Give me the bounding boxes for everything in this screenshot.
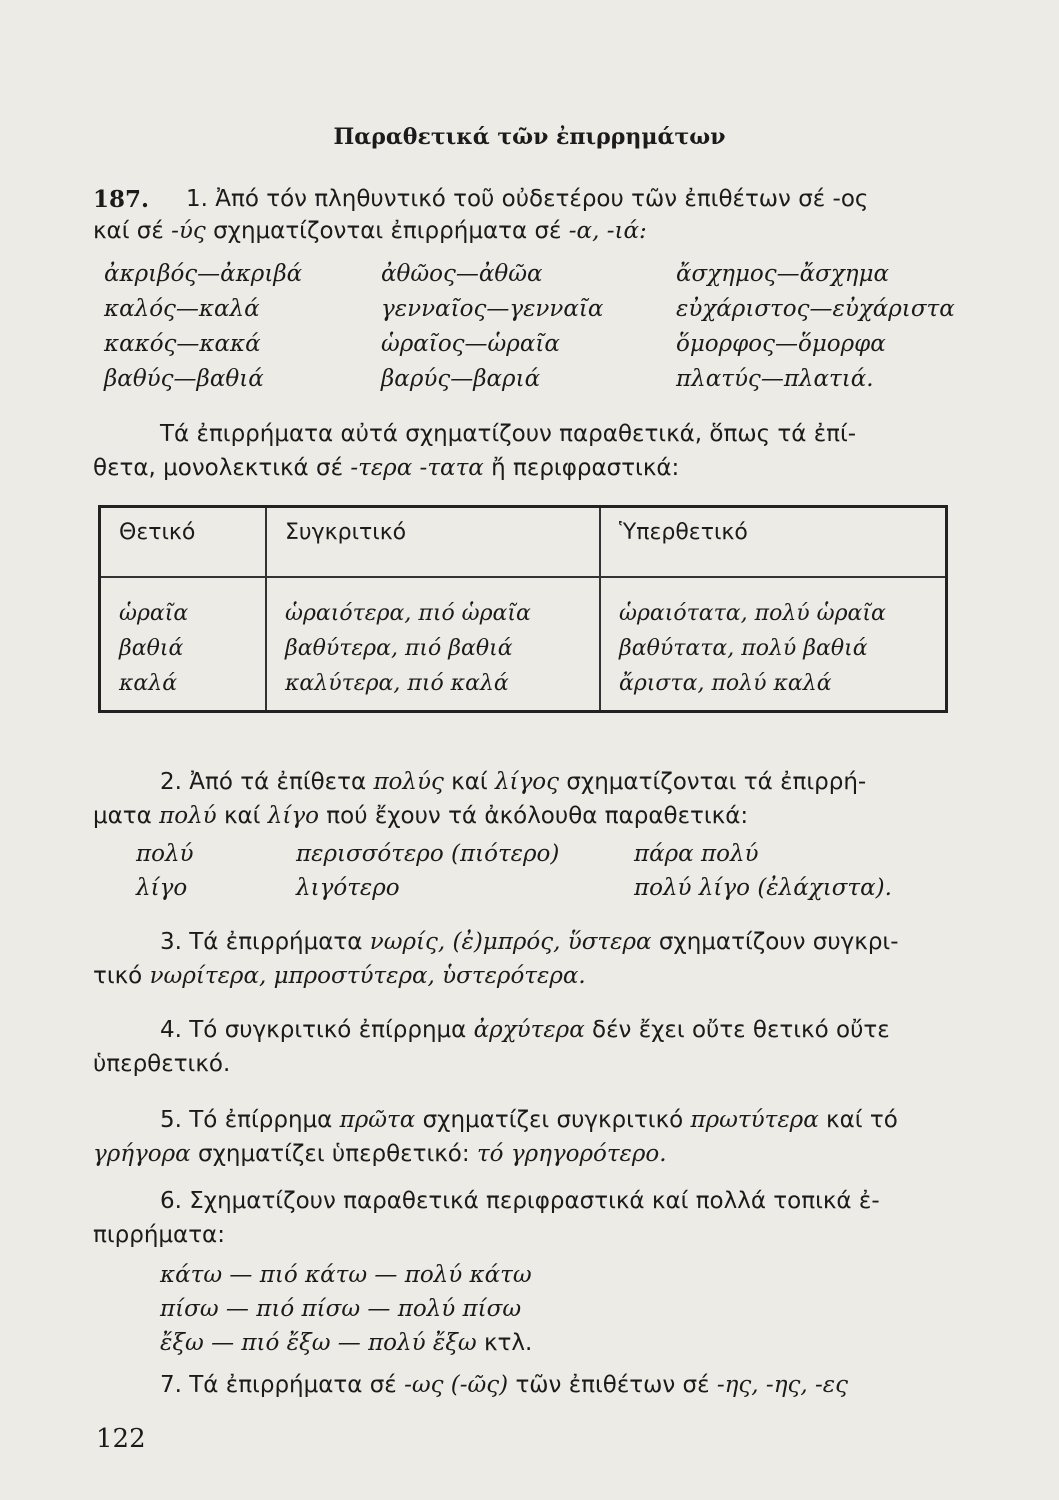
p2-row-cell: περισσότερο (πιότερο) xyxy=(296,841,560,867)
p1b-line2 xyxy=(93,455,679,481)
superlative-item: βαθύτατα, πολύ βαθιά xyxy=(619,636,868,661)
positive-item: καλά xyxy=(119,671,178,696)
p6-example-2: πίσω — πιό πίσω — πολύ πίσω xyxy=(160,1296,522,1322)
p3-text-d: τικό xyxy=(93,963,150,989)
p1b-text-c: ἤ περιφραστικά: xyxy=(483,455,680,481)
grid-cell: βαθύς—βαθιά xyxy=(104,366,264,392)
p5-line2 xyxy=(93,1141,667,1167)
p3-line1 xyxy=(160,929,899,955)
cell-positive xyxy=(100,577,267,712)
p5-text-e: καί τό xyxy=(818,1107,898,1133)
p2-row-cell: λίγο xyxy=(136,875,188,901)
grid-cell: κακός—κακά xyxy=(104,331,261,357)
cell-superlative xyxy=(600,577,947,712)
p2-text-f: ματα xyxy=(93,803,160,829)
positive-item: βαθιά xyxy=(119,636,184,661)
p2-word-poly: πολύ xyxy=(159,803,217,829)
p4-word: ἀρχύτερα xyxy=(473,1017,585,1043)
cell-comparative xyxy=(266,577,600,712)
p6-line2: πιρρήματα: xyxy=(93,1222,225,1248)
superlative-item: ὡραιότατα, πολύ ὡραῖα xyxy=(619,601,886,626)
p5-word-prota: πρῶτα xyxy=(339,1107,416,1133)
p3-line2 xyxy=(93,963,586,989)
p2-row-cell: πολύ xyxy=(136,841,194,867)
p6-example-3-text: ἔξω — πιό ἔξω — πολύ ἔξω xyxy=(160,1330,477,1356)
p7-line1 xyxy=(160,1372,848,1398)
p7-text-a: 7. Τά ἐπιρρήματα σέ xyxy=(160,1372,405,1398)
positive-item: ὡραῖα xyxy=(119,601,189,626)
p5-text-b: σχηματίζει ὑπερθετικό: xyxy=(190,1141,477,1167)
header-positive: Θετικό xyxy=(100,507,267,578)
p1-line2-text-c: σχηματίζονται ἐπιρρήματα σέ xyxy=(205,218,569,244)
p2-row-cell: πάρα πολύ xyxy=(634,841,759,867)
comparative-item: βαθύτερα, πιό βαθιά xyxy=(285,636,513,661)
p1b-line1: Τά ἐπιρρήματα αὐτά σχηματίζουν παραθετικά, ὅπως τά ἐπί- xyxy=(160,421,857,447)
p2-text-a: 2. Ἀπό τά ἐπίθετα xyxy=(160,769,374,795)
header-superlative: Ὑπερθετικό xyxy=(600,507,947,578)
p1-line2-ending-ys: -ύς xyxy=(171,218,206,244)
grid-cell: ἀκριβός—ἀκριβά xyxy=(104,261,303,287)
section-number: 187. xyxy=(93,186,150,213)
grid-cell: ἄσχημος—ἄσχημα xyxy=(676,261,890,287)
p5-word-grigora: γρήγορα xyxy=(93,1141,191,1167)
table-header-row xyxy=(100,507,947,578)
p4-text-a: 4. Τό συγκριτικό ἐπίρρημα xyxy=(160,1017,474,1043)
grid-cell: καλός—καλά xyxy=(104,296,260,322)
p6-example-3-ktl: κτλ. xyxy=(476,1330,533,1356)
p6-example-1: κάτω — πιό κάτω — πολύ κάτω xyxy=(160,1262,532,1288)
p6-example-3 xyxy=(160,1330,532,1356)
p2-line2 xyxy=(93,803,748,829)
grid-cell: βαρύς—βαριά xyxy=(381,366,541,392)
header-comparative: Συγκριτικό xyxy=(266,507,600,578)
p2-text-h: πού ἔχουν τά ἀκόλουθα παραθετικά: xyxy=(318,803,749,829)
p3-comparatives: νωρίτερα, μπροστύτερα, ὑστερότερα. xyxy=(149,963,586,989)
p5-word-protytera: πρωτύτερα xyxy=(690,1107,819,1133)
p2-text-c: καί xyxy=(443,769,495,795)
p2-row-cell: πολύ λίγο (ἐλάχιστα). xyxy=(634,875,892,901)
p4-text-c: δέν ἔχει οὔτε θετικό οὔτε xyxy=(584,1017,890,1043)
page-number: 122 xyxy=(96,1424,146,1454)
p2-word-ligo: λίγο xyxy=(267,803,319,829)
p5-text-c: σχηματίζει συγκριτικό xyxy=(415,1107,691,1133)
p7-endings-os: -ως (-ῶς) xyxy=(404,1372,509,1398)
p5-text-a: 5. Τό ἐπίρρημα xyxy=(160,1107,340,1133)
p2-line1 xyxy=(160,769,866,795)
grid-cell: ἀθῶος—ἀθῶα xyxy=(381,261,543,287)
p7-endings-is: -ης, -ης, -ες xyxy=(716,1372,848,1398)
comparison-table xyxy=(98,505,948,713)
p2-text-g: καί xyxy=(216,803,268,829)
p1b-endings: -τερα -τατα xyxy=(350,455,484,481)
grid-cell: ὅμορφος—ὅμορφα xyxy=(676,331,886,357)
p3-text-a: 3. Τά ἐπιρρήματα xyxy=(160,929,370,955)
p7-text-c: τῶν ἐπιθέτων σέ xyxy=(508,1372,717,1398)
comparative-item: ὡραιότερα, πιό ὡραῖα xyxy=(285,601,531,626)
grid-cell: γενναῖος—γενναῖα xyxy=(381,296,604,322)
p1-line2-text-a: καί σέ xyxy=(93,218,172,244)
p1-line2-endings: -α, -ιά: xyxy=(568,218,647,244)
p4-line1 xyxy=(160,1017,890,1043)
p1-line2 xyxy=(93,218,647,244)
p5-word-grigoroteron: τό γρηγορότερο. xyxy=(476,1141,667,1167)
p2-row-cell: λιγότερο xyxy=(296,875,400,901)
table-body-row xyxy=(100,577,947,712)
p2-word-polys: πολύς xyxy=(373,769,444,795)
p2-word-ligos: λίγος xyxy=(494,769,560,795)
p1b-text-a: θετα, μονολεκτικά σέ xyxy=(93,455,351,481)
p6-line1: 6. Σχηματίζουν παραθετικά περιφραστικά καί πολλά τοπικά ἐ- xyxy=(160,1188,880,1214)
grid-cell: πλατύς—πλατιά. xyxy=(676,366,874,392)
grid-cell: εὐχάριστος—εὐχάριστα xyxy=(676,296,955,322)
p3-words: νωρίς, (ἐ)μπρός, ὕστερα xyxy=(369,929,652,955)
p1-line1: 1. Ἀπό τόν πληθυντικό τοῦ οὐδετέρου τῶν ἐπιθέτων σέ -ος xyxy=(186,186,869,212)
page-title: Παραθετικά τῶν ἐπιρρημάτων xyxy=(333,124,726,150)
superlative-item: ἄριστα, πολύ καλά xyxy=(619,671,832,696)
comparative-item: καλύτερα, πιό καλά xyxy=(285,671,509,696)
grid-cell: ὡραῖος—ὡραῖα xyxy=(381,331,560,357)
p3-text-c: σχηματίζουν συγκρι- xyxy=(651,929,899,955)
p5-line1 xyxy=(160,1107,898,1133)
p4-line2: ὑπερθετικό. xyxy=(93,1051,231,1077)
p2-text-e: σχηματίζονται τά ἐπιρρή- xyxy=(559,769,867,795)
